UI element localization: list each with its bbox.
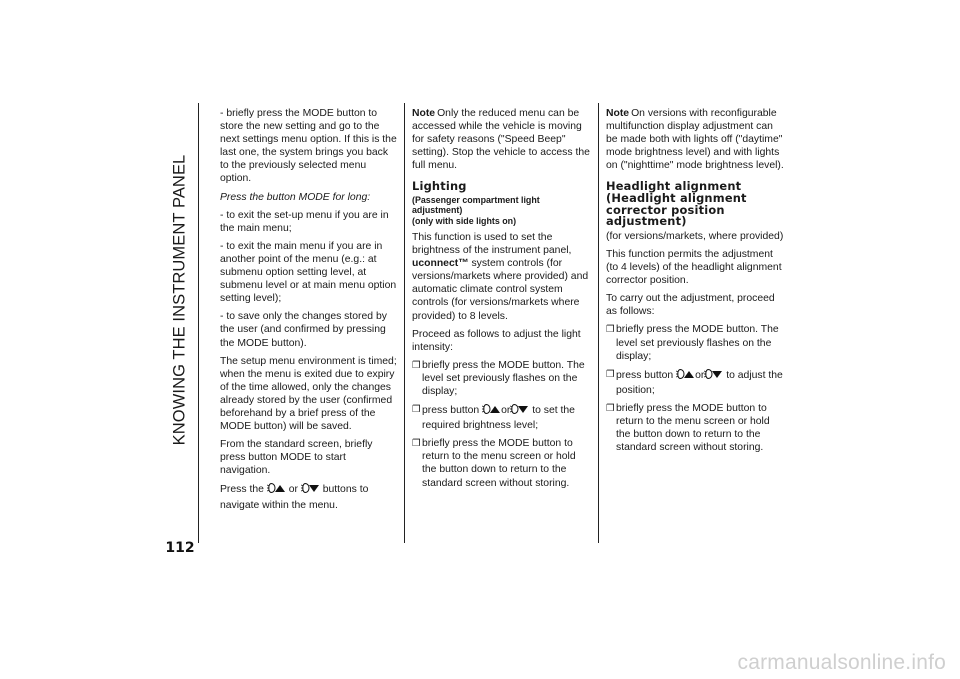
bullet-icon: ❒	[412, 438, 421, 450]
bullet-text: press button	[616, 369, 674, 381]
bullet-icon: ❒	[606, 324, 615, 336]
light-down-icon	[510, 403, 529, 419]
bullet-item	[412, 437, 592, 489]
bullet-text: briefly press the MODE button to return to the menu screen or hold the button down to return to the standard screen without storing.	[422, 438, 576, 489]
subheading-line: (Passenger compartment light adjustment)	[412, 195, 540, 216]
light-up-icon	[676, 368, 695, 384]
note-label: Note	[412, 108, 436, 119]
bullet-icon: ❒	[606, 368, 615, 380]
section-heading: Headlight alignment (Headlight alignment corrector position adjustment)	[606, 179, 747, 229]
light-down-icon	[301, 482, 320, 498]
paragraph: - briefly press the MODE button to store the new setting and go to the next settings menu option. If this is the last one, the system brings you back to the previously selected menu option.	[220, 108, 397, 185]
note-text: On versions with reconfigurable multifunction display adjustment can be made both with lights off ("daytime" mode brightness level) and with lights on ("nighttime" mode brightness level).	[606, 108, 784, 172]
bullet-text: to adjust the position;	[616, 369, 783, 396]
paragraph: This function permits the adjustment (to 4 levels) of the headlight alignment corrector position.	[606, 248, 782, 287]
bullet-item	[606, 368, 786, 397]
text-fragment: or	[288, 484, 298, 496]
light-up-icon	[482, 403, 501, 419]
text-fragment: Press the	[220, 484, 264, 496]
note-label: Note	[606, 108, 630, 119]
bullet-text: briefly press the MODE button. The level set previously flashes on the display;	[422, 359, 585, 397]
paragraph: From the standard screen, briefly press button MODE to start navigation.	[220, 439, 373, 477]
text-fragment: buttons to navigate within the menu.	[220, 484, 369, 511]
paragraph: Proceed as follows to adjust the light intensity:	[412, 328, 581, 353]
left-margin-rule	[198, 103, 199, 543]
bullet-item	[412, 359, 592, 398]
section-side-title-text: KNOWING THE INSTRUMENT PANEL	[170, 154, 189, 446]
column-3	[606, 107, 786, 459]
bullet-icon: ❒	[412, 359, 421, 371]
paragraph: (for versions/markets, where provided)	[606, 230, 784, 242]
bullet-icon: ❒	[412, 404, 421, 416]
column-1	[220, 107, 398, 517]
paragraph: - to save only the changes stored by the user (and confirmed by pressing the MODE button).	[220, 311, 387, 349]
paragraph	[412, 231, 592, 323]
paragraph: The setup menu environment is timed; when the menu is exited due to expiry of the time allowed, only the changes already stored by the user (confirmed beforehand by a brief press of the MODE button) will be saved.	[220, 355, 397, 433]
brand-name: uconnect™	[412, 258, 469, 270]
column-2	[412, 107, 592, 495]
paragraph-with-icons	[220, 482, 398, 511]
bullet-text: to set the required brightness level;	[422, 405, 575, 432]
section-heading: Lighting	[412, 179, 467, 194]
italic-paragraph: Press the button MODE for long:	[220, 191, 371, 203]
bullet-icon: ❒	[606, 402, 615, 414]
light-up-icon	[267, 482, 286, 498]
subheading-line: (only with side lights on)	[412, 215, 517, 226]
column-divider-2	[598, 103, 599, 543]
paragraph: - to exit the main menu if you are in another point of the menu (e.g.: at submenu option setting level, at submenu level or at main menu option setting level);	[220, 240, 397, 305]
note-text: Only the reduced menu can be accessed while the vehicle is moving for safety reasons ("Speed Beep" setting). Stop the vehicle to access the full menu.	[412, 108, 590, 172]
column-divider-1	[404, 103, 405, 543]
bullet-text: or	[501, 405, 511, 417]
light-down-icon	[704, 368, 723, 384]
paragraph: To carry out the adjustment, proceed as follows:	[606, 293, 775, 318]
page-number: 112	[165, 540, 195, 556]
bullet-item	[412, 403, 592, 432]
text-fragment: This function is used to set the brightness of the instrument panel,	[412, 231, 572, 257]
text-fragment: system controls (for versions/markets where provided) and automatic climate control system controls (for versions/markets where provided) to 8 levels.	[412, 258, 589, 322]
paragraph: - to exit the set-up menu if you are in the main menu;	[220, 209, 389, 234]
bullet-item	[606, 402, 786, 454]
bullet-text: briefly press the MODE button to return to the menu screen or hold the button down to return to the standard screen without storing.	[616, 402, 770, 454]
bullet-item	[606, 323, 786, 362]
bullet-text: briefly press the MODE button. The level set previously flashes on the display;	[616, 324, 779, 362]
watermark: carmanualsonline.info	[737, 651, 946, 674]
note-paragraph	[412, 107, 592, 172]
bullet-text: or	[695, 369, 705, 381]
note-paragraph	[606, 107, 786, 172]
bullet-text: press button	[422, 405, 480, 417]
section-subheading	[412, 195, 592, 226]
